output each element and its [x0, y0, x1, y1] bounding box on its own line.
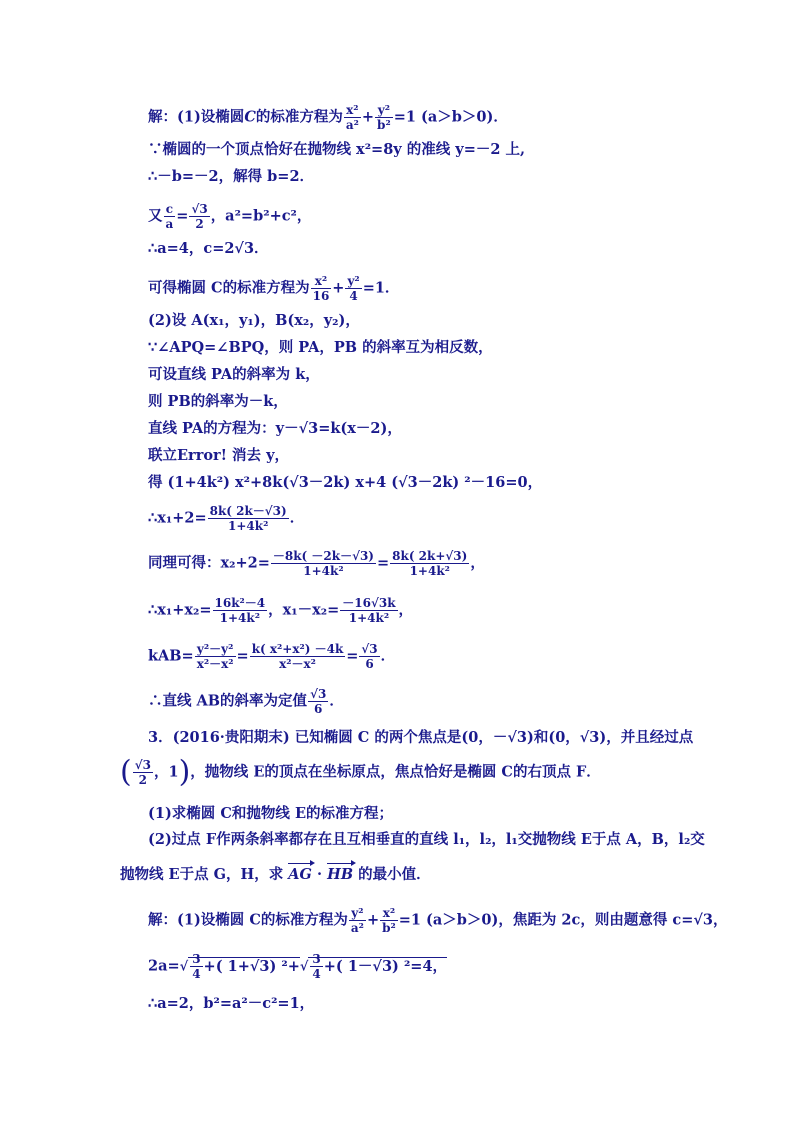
solution-line-16: ∴x₁+x₂= $\frac{\text{16k²－4}}{\text{1+4k²}}$ ，x₁－x₂= $\frac{-16√3k}{\text{1+4k²}}$ ，	[148, 596, 414, 625]
solution-line-3: ∴－b=－2，解得 b=2．	[148, 168, 315, 185]
solution-line-8: ∵∠APQ=∠BPQ，则 PA，PB 的斜率互为相反数，	[148, 339, 493, 356]
problem-3-part-2-cont: 抛物线 E于点 G，H，求 AG · HB 的最小值．	[120, 866, 431, 883]
solution-line-6: 可得椭圆 C的标准方程为 $\frac{\text{x²}}{16}$ + $\frac{\text{y²}}{4}$ =1．	[148, 274, 400, 303]
solution-3-line-2: 2a=√ $\frac{3}{4}$ +( 1+√3) ²+√ $\frac{3}{4}$ +( 1－√3) ²=4，	[148, 952, 448, 981]
solution-line-13: 得 (1+4k²) x²+8k(√3－2k) x+4 (√3－2k) ²－16=0，	[148, 474, 543, 491]
solution-line-7: (2)设 A(x₁，y₁)，B(x₂，y₂)，	[148, 312, 360, 329]
vector-hb: HB	[327, 866, 354, 883]
problem-3-line-2: ( $\frac{√3}{2}$ ，1)，抛物线 E的顶点在坐标原点，焦点恰好是椭圆 C的右顶点 F．	[120, 754, 601, 790]
solution-line-15: 同理可得：x₂+2= $\frac{-8k( -2k-√3)}{\text{1+4k²}}$ = $\frac{8k( 2k+√3)}{\text{1+4k²}}$ ，	[148, 549, 485, 578]
problem-3-part-1: (1)求椭圆 C和抛物线 E的标准方程；	[148, 805, 393, 822]
solution-line-18: ∴直线 AB的斜率为定值 $\frac{√3}{6}$ ．	[148, 687, 344, 716]
solution-line-4: 又 $\frac{c}{a}$ = $\frac{√3}{2}$ ，a²=b²+c²，	[148, 202, 312, 231]
solution-line-12: 联立Error! 消去 y，	[148, 447, 290, 464]
solution-line-17: kAB= $\frac{\text{y²－y²}}{\text{x²－x²}}$ = $\frac{\text{k( x²+x²) －4k}}{\text{x²－x²}}$ = $\frac{√3}{6}$ ．	[148, 642, 396, 671]
solution-line-9: 可设直线 PA的斜率为 k，	[148, 366, 320, 383]
solution-line-14: ∴x₁+2= $\frac{8k( 2k-√3)}{\text{1+4k²}}$ ．	[148, 504, 305, 533]
solution-line-10: 则 PB的斜率为－k，	[148, 393, 288, 410]
problem-3-part-2: (2)过点 F作两条斜率都存在且互相垂直的直线 l₁，l₂，l₁交抛物线 E于点 A，B，l₂交	[148, 831, 705, 848]
solution-line-5: ∴a=4，c=2√3．	[148, 240, 269, 257]
solution-line-11: 直线 PA的方程为：y－√3=k(x－2)，	[148, 420, 402, 437]
solution-3-line-1: 解：(1)设椭圆 C的标准方程为 $\frac{\text{y²}}{\text{a²}}$ + $\frac{\text{x²}}{\text{b²}}$ =1 (a＞b＞0)，焦距为 2c，则由题意得 c=√3，	[148, 906, 728, 935]
vector-ag: AG	[288, 866, 312, 883]
problem-3-line-1: 3．(2016·贵阳期末) 已知椭圆 C 的两个焦点是(0，－√3)和(0，√3)，并且经过点	[148, 729, 694, 746]
solution-line-1: 解：(1)设椭圆C的标准方程为 $\frac{\text{x²}}{\text{a²}}$ + $\frac{\text{y²}}{\text{b²}}$ =1 (a＞b＞0)．	[148, 103, 508, 132]
solution-3-line-3: ∴a=2，b²=a²－c²=1，	[148, 995, 315, 1012]
solution-line-2: ∵椭圆的一个顶点恰好在抛物线 x²=8y 的准线 y=－2 上,	[148, 141, 526, 158]
